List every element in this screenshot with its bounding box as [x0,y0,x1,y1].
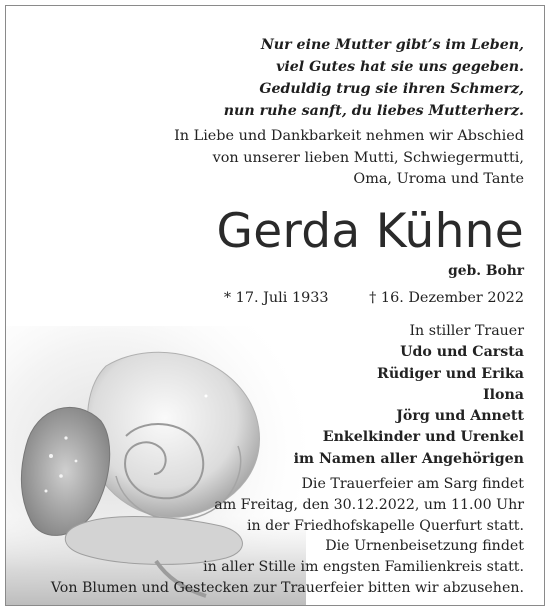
mourner-name: Rüdiger und Erika [377,365,524,382]
mourner-name: im Namen aller Angehörigen [293,450,524,467]
service-line: Die Trauerfeier am Sarg findet [301,476,524,492]
service-line: Von Blumen und Gestecken zur Trauerfeier bitten wir abzusehen. [50,579,524,596]
mourner-name: Ilona [483,386,524,403]
memorial-poem [224,34,524,122]
mourner-name: Enkelkinder und Urenkel [322,429,524,446]
life-dates [224,288,524,308]
farewell-intro [174,126,524,191]
intro-line: In Liebe und Dankbarkeit nehmen wir Abschied [174,128,524,144]
funeral-service-info [51,474,524,599]
service-line: am Freitag, den 30.12.2022, um 11.00 Uhr [214,496,524,513]
service-line: in der Friedhofskapelle Querfurt statt. [246,517,524,534]
mourners-intro: In stiller Trauer [409,323,524,339]
maiden-name: geb. Bohr [448,263,524,279]
poem-line: Geduldig trug sie ihren Schmerz, [259,81,524,97]
intro-line: Oma, Uroma und Tante [353,171,524,187]
mourner-name: Jörg und Annett [396,408,524,425]
deceased-name: Gerda Kühne [216,204,524,259]
poem-line: viel Gutes hat sie uns gegeben. [276,59,524,75]
service-line: Die Urnenbeisetzung findet [325,538,524,555]
mourner-name: Udo und Carsta [400,344,524,361]
birth-date: * 17. Juli 1933 [223,290,329,306]
intro-line: von unserer lieben Mutti, Schwiegermutti, [212,149,524,166]
death-date: † 16. Dezember 2022 [369,290,524,306]
mourners-list [294,321,524,470]
poem-line: nun ruhe sanft, du liebes Mutterherz. [223,103,524,119]
obituary-notice [5,5,545,606]
service-line: in aller Stille im engsten Familienkreis statt. [203,559,524,576]
poem-line: Nur eine Mutter gibt’s im Leben, [260,37,524,53]
